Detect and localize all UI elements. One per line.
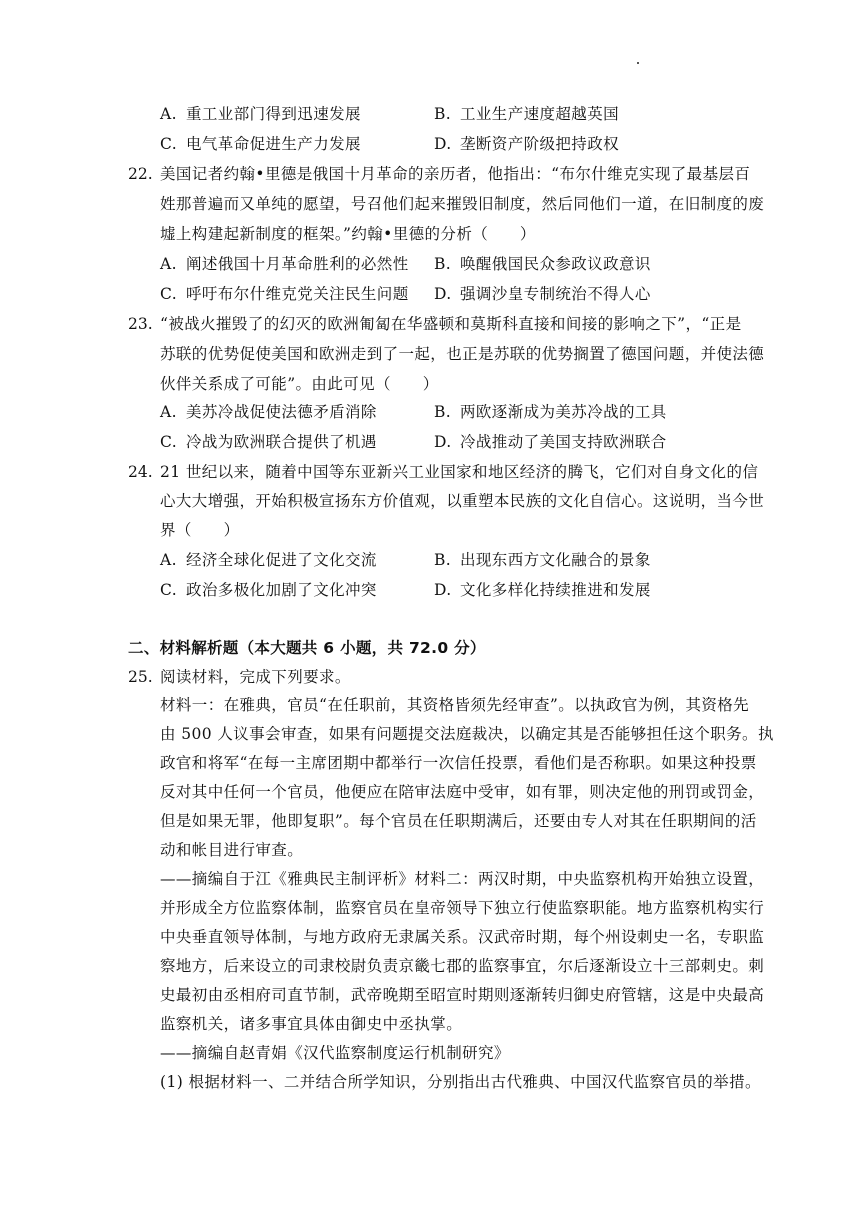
q25-material-line: 监察机关，诸多事宜具体由御史中丞执掌。	[160, 1015, 463, 1033]
option-text: 经济全球化促进了文化交流	[186, 551, 377, 569]
option-label: D.	[434, 433, 452, 451]
q25-material-line: 政官和将军“在每一主席团期中都举行一次信任投票，看他们是否称职。如果这种投票	[160, 754, 757, 772]
option-text: 强调沙皇专制统治不得人心	[460, 285, 651, 303]
q24-option-a[interactable]	[160, 550, 377, 570]
q23-stem-line: 伙伴关系成了可能”。由此可见（ ）	[160, 375, 439, 393]
q25-material-line: 由 500 人议事会审查，如果有问题提交法庭裁决，以确定其是否能够担任这个职务。执	[160, 725, 774, 743]
option-text: 文化多样化持续推进和发展	[460, 581, 651, 599]
q24-stem-line: 心大大增强，开始积极宣扬东方价值观，以重塑本民族的文化自信心。这说明，当今世	[160, 492, 765, 510]
q24-stem-line: 界（ ）	[160, 521, 240, 539]
option-text: 重工业部门得到迅速发展	[186, 105, 361, 123]
option-text: 两欧逐渐成为美苏冷战的工具	[460, 403, 667, 421]
option-label: C.	[160, 433, 178, 451]
q21-option-a[interactable]	[160, 104, 361, 124]
option-text: 冷战推动了美国支持欧洲联合	[460, 433, 667, 451]
q24-option-b[interactable]	[434, 550, 651, 570]
option-label: B.	[434, 403, 452, 421]
q22-option-d[interactable]	[434, 284, 651, 304]
option-label: B.	[434, 255, 452, 273]
q25-subquestion-1: (1) 根据材料一、二并结合所学知识，分别指出古代雅典、中国汉代监察官员的举措。	[160, 1073, 761, 1091]
option-label: C.	[160, 581, 178, 599]
page-dot	[637, 62, 639, 64]
option-label: B.	[434, 105, 452, 123]
q22-option-a[interactable]	[160, 254, 409, 274]
q25-material-line: 并形成全方位监察体制，监察官员在皇帝领导下独立行使监察职能。地方监察机构实行	[160, 899, 765, 917]
q25-number: 25.	[128, 668, 153, 686]
q22-stem-line: 美国记者约翰•里德是俄国十月革命的亲历者，他指出：“布尔什维克实现了最基层百	[160, 165, 751, 183]
q23-option-a[interactable]	[160, 402, 377, 422]
option-text: 呼吁布尔什维克党关注民生问题	[186, 285, 409, 303]
q25-material-line: ——摘编自赵青娟《汉代监察制度运行机制研究》	[160, 1044, 510, 1062]
q24-number: 24.	[128, 463, 153, 481]
option-label: A.	[160, 551, 177, 569]
q24-stem-line: 21 世纪以来，随着中国等东亚新兴工业国家和地区经济的腾飞，它们对自身文化的信	[160, 463, 759, 481]
option-label: D.	[434, 581, 452, 599]
option-label: A.	[160, 255, 177, 273]
q24-option-c[interactable]	[160, 580, 377, 600]
option-text: 阐述俄国十月革命胜利的必然性	[186, 255, 409, 273]
option-text: 垄断资产阶级把持政权	[460, 135, 620, 153]
option-text: 唤醒俄国民众参政议政意识	[460, 255, 651, 273]
option-label: A.	[160, 105, 177, 123]
q21-option-c[interactable]	[160, 134, 361, 154]
q21-option-d[interactable]	[434, 134, 619, 154]
option-text: 冷战为欧洲联合提供了机遇	[186, 433, 377, 451]
q25-intro: 阅读材料，完成下列要求。	[160, 668, 351, 686]
option-text: 美苏冷战促使法德矛盾消除	[186, 403, 377, 421]
option-label: A.	[160, 403, 177, 421]
q22-option-c[interactable]	[160, 284, 409, 304]
q25-material-line: 察地方，后来设立的司隶校尉负责京畿七郡的监察事宜，尔后逐渐设立十三部刺史。刺	[160, 957, 765, 975]
q21-option-b[interactable]	[434, 104, 619, 124]
q25-material-line: 中央垂直领导体制，与地方政府无隶属关系。汉武帝时期，每个州设刺史一名，专职监	[160, 928, 765, 946]
q22-stem-line: 姓那普遍而又单纯的愿望，号召他们起来摧毁旧制度，然后同他们一道，在旧制度的废	[160, 195, 765, 213]
option-label: C.	[160, 135, 178, 153]
option-label: D.	[434, 135, 452, 153]
q25-material-line: 材料一：在雅典，官员“在任职前，其资格皆须先经审查”。以执政官为例，其资格先	[160, 696, 750, 714]
section-heading: 二、材料解析题（本大题共 6 小题，共 72.0 分）	[128, 639, 486, 657]
q23-stem-line: “被战火摧毁了的幻灭的欧洲匍匐在华盛顿和莫斯科直接和间接的影响之下”，“正是	[160, 315, 742, 333]
q23-option-b[interactable]	[434, 402, 667, 422]
option-text: 电气革命促进生产力发展	[186, 135, 361, 153]
q25-material-line: 反对其中任何一个官员，他便应在陪审法庭中受审，如有罪，则决定他的刑罚或罚金，	[160, 783, 765, 801]
option-label: B.	[434, 551, 452, 569]
option-text: 出现东西方文化融合的景象	[460, 551, 651, 569]
q25-material-line: 但是如果无罪，他即复职”。每个官员在任职期满后，还要由专人对其在任职期间的活	[160, 812, 757, 830]
option-text: 政治多极化加剧了文化冲突	[186, 581, 377, 599]
q25-material-line: ——摘编自于江《雅典民主制评析》材料二：两汉时期，中央监察机构开始独立设置，	[160, 870, 765, 888]
q25-material-line: 动和帐目进行审查。	[160, 841, 304, 859]
option-text: 工业生产速度超越英国	[460, 105, 620, 123]
q22-option-b[interactable]	[434, 254, 651, 274]
q22-stem-line: 墟上构建起新制度的框架。”约翰•里德的分析（ ）	[160, 225, 536, 243]
q23-stem-line: 苏联的优势促使美国和欧洲走到了一起，也正是苏联的优势搁置了德国问题，并使法德	[160, 345, 765, 363]
q24-option-d[interactable]	[434, 580, 651, 600]
q23-option-d[interactable]	[434, 432, 667, 452]
q25-material-line: 史最初由丞相府司直节制，武帝晚期至昭宣时期则逐渐转归御史府管辖，这是中央最高	[160, 986, 765, 1004]
q23-number: 23.	[128, 315, 153, 333]
q22-number: 22.	[128, 165, 153, 183]
option-label: C.	[160, 285, 178, 303]
q23-option-c[interactable]	[160, 432, 377, 452]
option-label: D.	[434, 285, 452, 303]
